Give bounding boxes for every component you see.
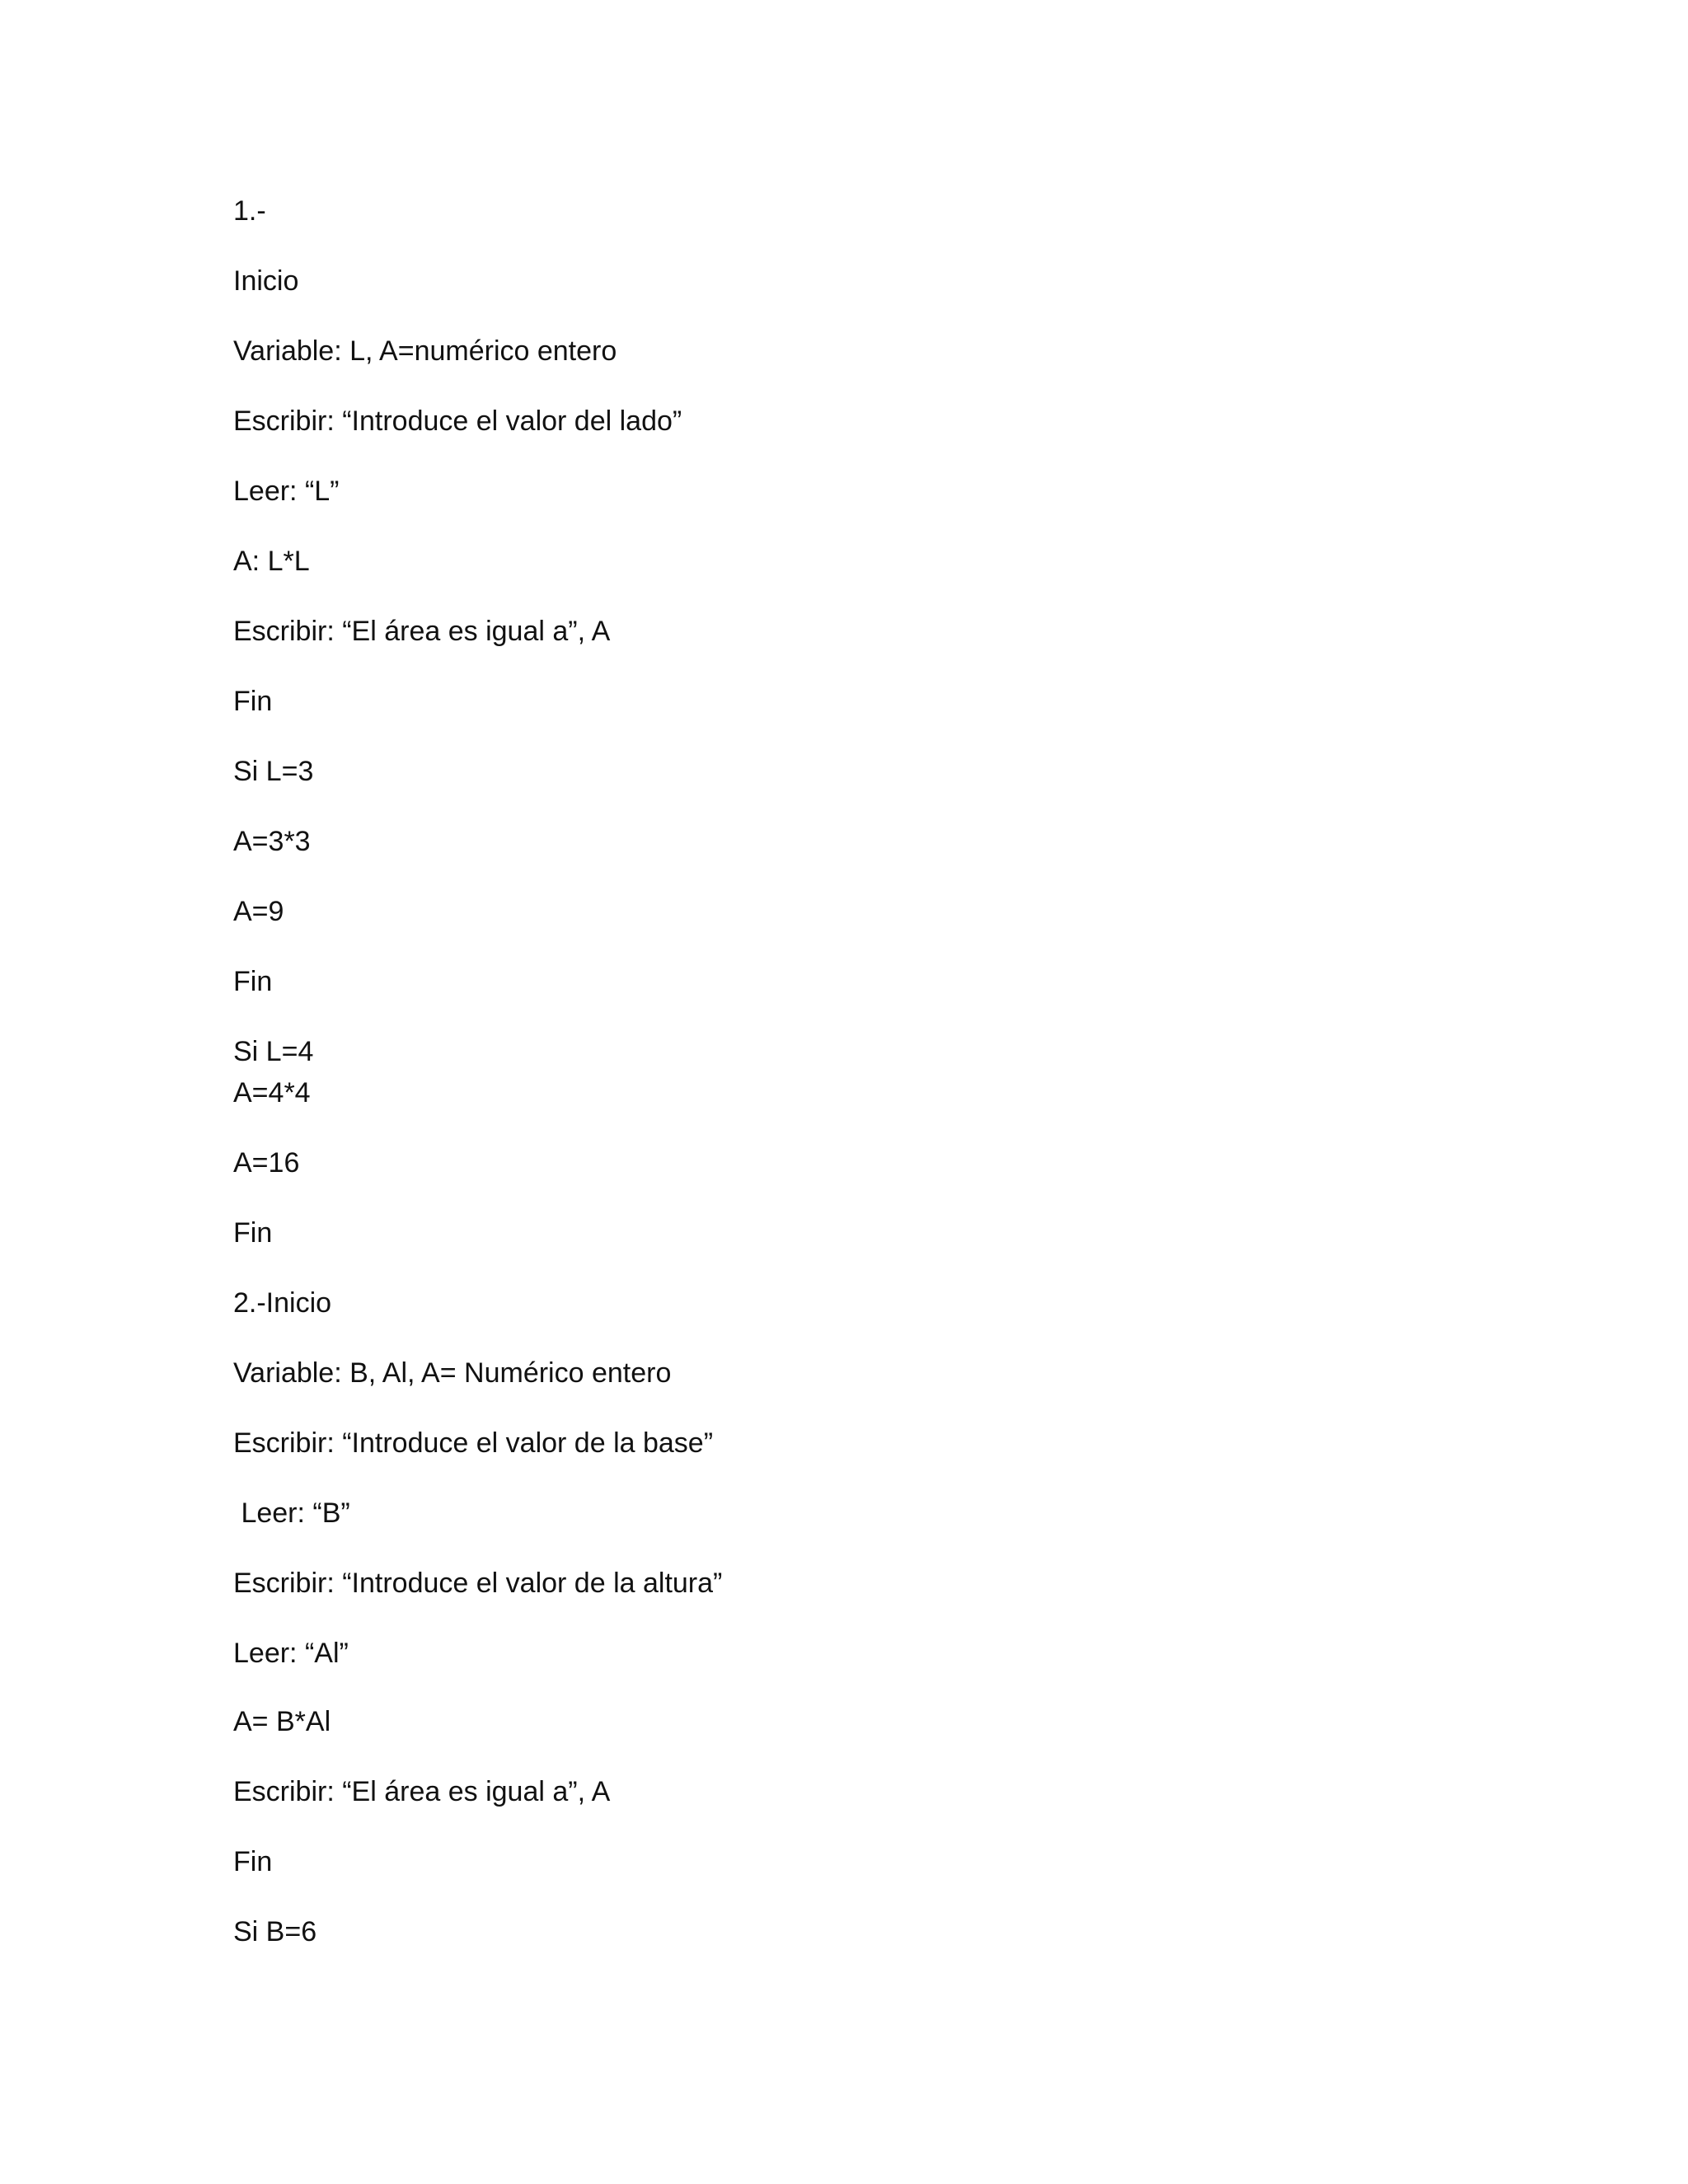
text-line: Variable: B, Al, A= Numérico entero (233, 1357, 672, 1389)
text-line: Si L=3 (233, 756, 314, 787)
text-line: Escribir: “El área es igual a”, A (233, 1776, 611, 1807)
text-line: Fin (233, 686, 273, 717)
text-line: Variable: L, A=numérico entero (233, 335, 617, 367)
text-line: Fin (233, 966, 273, 997)
text-line: Escribir: “Introduce el valor de la base” (233, 1427, 714, 1459)
text-line: A=3*3 (233, 826, 311, 857)
text-line: Fin (233, 1846, 273, 1877)
text-line: Si B=6 (233, 1916, 317, 1947)
text-line: A= B*Al (233, 1706, 331, 1737)
text-line: Escribir: “Introduce el valor de la altura” (233, 1568, 723, 1599)
text-line: A=4*4 (233, 1077, 311, 1108)
text-line: Escribir: “El área es igual a”, A (233, 616, 611, 647)
section-2-heading: 2.-Inicio (233, 1287, 332, 1319)
text-line: A=9 (233, 896, 284, 927)
text-line: A=16 (233, 1147, 300, 1179)
section-1-heading: 1.- (233, 195, 266, 227)
text-line: Leer: “L” (233, 476, 340, 507)
text-line: Fin (233, 1217, 273, 1249)
text-line: Escribir: “Introduce el valor del lado” (233, 405, 682, 437)
text-line: Si L=4 (233, 1036, 314, 1067)
text-line: A: L*L (233, 546, 310, 577)
text-line: Leer: “Al” (233, 1638, 349, 1669)
text-line: Leer: “B” (233, 1497, 350, 1529)
text-line: Inicio (233, 265, 299, 297)
